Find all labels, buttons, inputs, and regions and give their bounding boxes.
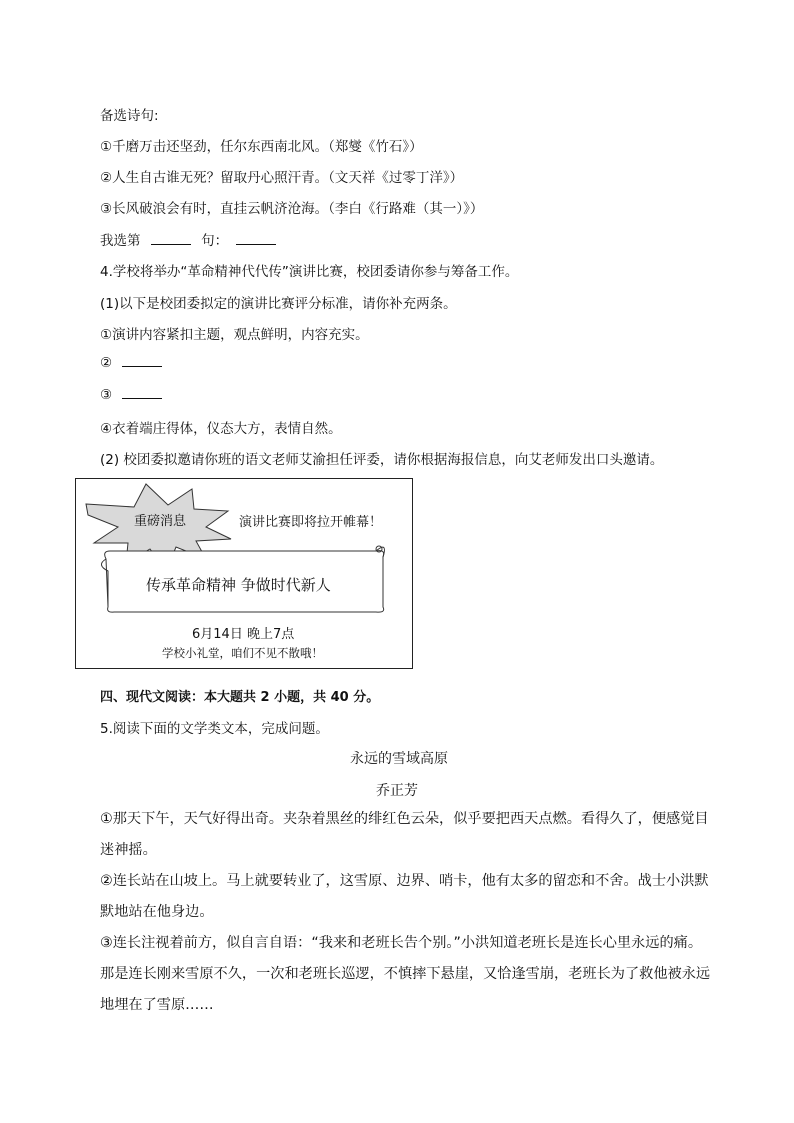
burst-label: 重磅消息 <box>134 514 187 529</box>
criteria-item-2-marker: ② <box>100 355 113 371</box>
choice-suffix: 句： <box>201 233 229 249</box>
criteria-item-3 <box>100 386 162 403</box>
criteria-item-3-blank[interactable] <box>122 386 162 399</box>
article-author: 乔正芳 <box>376 783 418 799</box>
choice-line-blank[interactable] <box>236 232 276 245</box>
choice-number-blank[interactable] <box>151 232 191 245</box>
q4-title: 4.学校将举办“革命精神代代传”演讲比赛，校团委请你参与筹备工作。 <box>100 264 519 280</box>
criteria-item-4: ④衣着端庄得体，仪态大方，表情自然。 <box>100 421 342 437</box>
criteria-item-1: ①演讲内容紧扣主题，观点鲜明，内容充实。 <box>100 327 369 343</box>
criteria-item-3-marker: ③ <box>100 387 113 403</box>
poem-option-3: ③长风破浪会有时，直挂云帆济沧海。（李白《行路难（其一）》） <box>100 201 484 217</box>
speech-contest-poster <box>75 478 413 669</box>
poem-choice-line <box>100 229 276 249</box>
choice-prefix: 我选第 <box>100 233 141 249</box>
criteria-item-2 <box>100 354 162 371</box>
poster-place: 学校小礼堂，咱们不见不散哦！ <box>162 646 323 660</box>
criteria-item-2-blank[interactable] <box>122 354 162 367</box>
q5-title: 5.阅读下面的文学类文本，完成问题。 <box>100 721 329 737</box>
poster-scroll-text: 传承革命精神 争做时代新人 <box>146 576 331 594</box>
poem-option-1: ①千磨万击还坚劲，任尔东西南北风。（郑燮《竹石》） <box>100 139 423 155</box>
article-title: 永远的雪域高原 <box>350 751 448 767</box>
poster-time: 6月14日 晚上7点 <box>192 627 295 642</box>
article-paragraph-2: ②连长站在山坡上。马上就要转业了，这雪原、边界、哨卡，他有太多的留恋和不舍。战士小洪默默地站在他身边。 <box>100 873 709 920</box>
poem-option-2: ②人生自古谁无死？留取丹心照汗青。（文天祥《过零丁洋》） <box>100 170 464 186</box>
article-paragraph-1: ①那天下午，天气好得出奇。夹杂着黑丝的绯红色云朵，似乎要把西天点燃。看得久了，便感觉目迷神摇。 <box>100 811 709 858</box>
poster-headline: 演讲比赛即将拉开帷幕！ <box>239 515 383 530</box>
poem-options-heading: 备选诗句: <box>100 108 159 124</box>
q4-sub1: (1)以下是校团委拟定的演讲比赛评分标准，请你补充两条。 <box>100 296 457 312</box>
section-4-title: 四、现代文阅读：本大题共 2 小题，共 40 分。 <box>100 690 380 705</box>
article-paragraph-3: ③连长注视着前方，似自言自语：“我来和老班长告个别。”小洪知道老班长是连长心里永远的痛。那是连长刚来雪原不久，一次和老班长巡逻，不慎摔下悬崖，又恰逢雪崩，老班长为了救他被永远地埋在了雪原…… <box>100 935 711 1013</box>
q4-sub2: (2) 校团委拟邀请你班的语文老师艾渝担任评委，请你根据海报信息，向艾老师发出口头邀请。 <box>100 452 664 468</box>
